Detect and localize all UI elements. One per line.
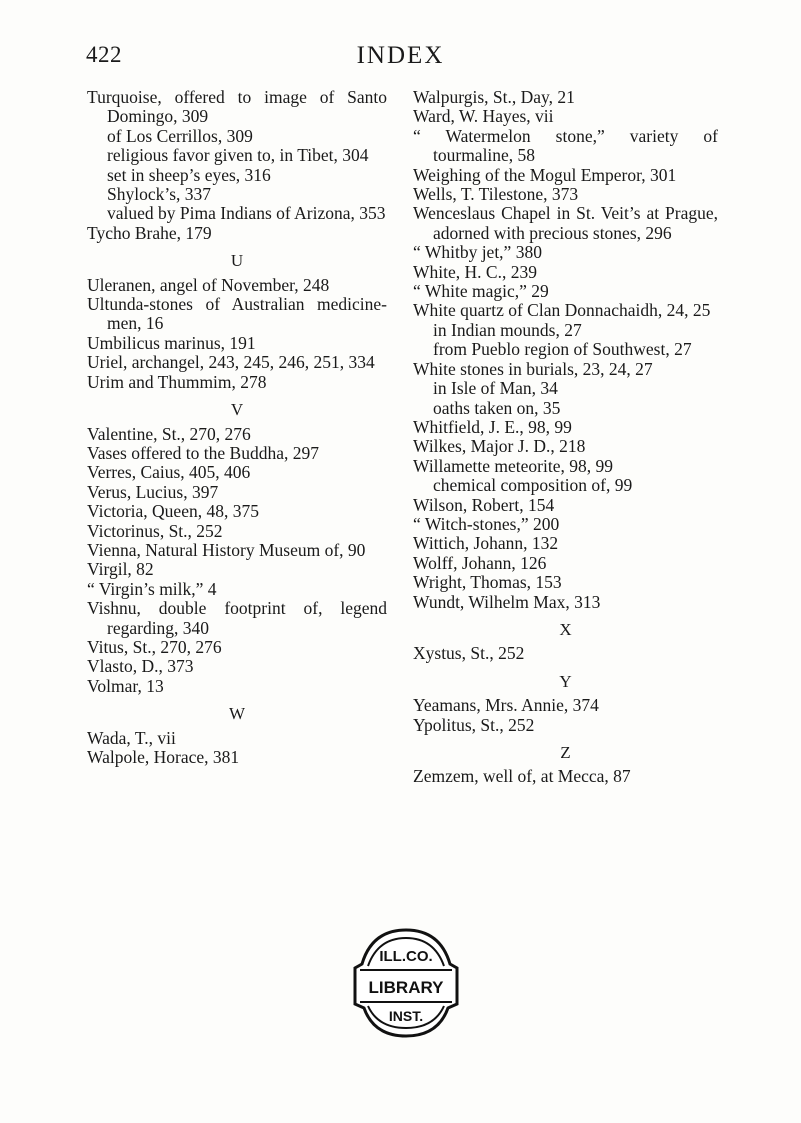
index-entry: Wilson, Robert, 154 [413, 494, 555, 515]
index-entry: White, H. C., 239 [413, 261, 537, 282]
index-subentry: from Pueblo region of Southwest, 27 [433, 339, 692, 360]
index-entry: Vlasto, D., 373 [87, 656, 194, 677]
section-letter: X [559, 619, 572, 639]
index-entry: White quartz of Clan Donnachaidh, 24, 25 [413, 300, 711, 321]
index-entry: Volmar, 13 [87, 675, 164, 696]
index-entry: White stones in burials, 23, 24, 27 [413, 358, 653, 379]
index-entry: Vitus, St., 270, 276 [87, 636, 222, 657]
index-entry: Verus, Lucius, 397 [87, 481, 219, 502]
index-entry: Walpole, Horace, 381 [87, 747, 240, 767]
index-subentry: religious favor given to, in Tibet, 304 [107, 145, 369, 166]
index-column-left [87, 88, 387, 767]
index-subentry: in Indian mounds, 27 [433, 319, 582, 340]
section-letter: V [230, 400, 244, 420]
index-entry: Uriel, archangel, 243, 245, 246, 251, 334 [87, 352, 375, 373]
index-entry: Weighing of the Mogul Emperor, 301 [413, 164, 677, 185]
stamp-middle-text: LIBRARY [368, 978, 444, 997]
index-entry: Vishnu, double footprint of, legend regarding, 340 [87, 598, 387, 638]
library-stamp [344, 924, 468, 1042]
index-entry: Virgil, 82 [87, 559, 154, 580]
index-entry: Ultunda-stones of Australian medicine-men, 16 [87, 294, 387, 334]
index-entry: Wilkes, Major J. D., 218 [413, 436, 586, 457]
index-entry: Wells, T. Tilestone, 373 [413, 184, 579, 205]
index-entry: “ Whitby jet,” 380 [413, 242, 542, 263]
index-entry: Wright, Thomas, 153 [413, 572, 562, 593]
index-column-right [413, 88, 718, 787]
index-subentry: Shylock’s, 337 [107, 184, 212, 205]
index-entry: “ Witch-stones,” 200 [413, 513, 560, 534]
index-entry: Zemzem, well of, at Mecca, 87 [413, 766, 631, 787]
index-entry: Umbilicus marinus, 191 [87, 332, 256, 353]
stamp-top-text: ILL.CO. [379, 948, 433, 965]
index-entry: Turquoise, offered to image of Santo Domingo, 309 [87, 87, 387, 127]
index-entry: Wenceslaus Chapel in St. Veit’s at Prague, adorned with precious stones, 296 [413, 203, 718, 243]
index-entry: Vienna, Natural History Museum of, 90 [87, 539, 366, 560]
section-letter: Z [560, 743, 571, 762]
index-entry: Wolff, Johann, 126 [413, 552, 547, 573]
section-letter: W [228, 704, 246, 724]
section-letter: U [230, 251, 244, 271]
index-entry: Wittich, Johann, 132 [413, 533, 559, 554]
section-letter: Y [559, 671, 572, 691]
index-entry: Wundt, Wilhelm Max, 313 [413, 591, 601, 612]
index-entry: Victorinus, St., 252 [87, 520, 223, 541]
index-entry: Urim and Thummim, 278 [87, 371, 267, 392]
index-entry: Valentine, St., 270, 276 [87, 423, 251, 444]
page-number: 422 [86, 42, 122, 67]
index-entry: Uleranen, angel of November, 248 [87, 274, 330, 295]
index-entry: “ White magic,” 29 [413, 281, 549, 302]
library-stamp-graphic [344, 924, 468, 1042]
stamp-bottom-text: INST. [388, 1008, 424, 1024]
index-entry: Verres, Caius, 405, 406 [87, 462, 251, 483]
index-entry: “ Watermelon stone,” variety of tourmaline, 58 [413, 125, 718, 166]
index-entry: Willamette meteorite, 98, 99 [413, 455, 613, 476]
index-subentry: chemical composition of, 99 [433, 475, 633, 496]
index-entry: Tycho Brahe, 179 [87, 222, 212, 243]
index-subentry: valued by Pima Indians of Arizona, 353 [107, 203, 386, 224]
index-entry: Victoria, Queen, 48, 375 [87, 501, 259, 522]
index-entry: Walpurgis, St., Day, 21 [413, 87, 575, 107]
index-entry: Whitfield, J. E., 98, 99 [413, 416, 572, 437]
index-subentry: in Isle of Man, 34 [433, 378, 558, 399]
index-subentry: set in sheep’s eyes, 316 [107, 164, 271, 185]
index-entry: Vases offered to the Buddha, 297 [87, 442, 319, 463]
index-entry: “ Virgin’s milk,” 4 [87, 578, 217, 599]
index-subentry: of Los Cerrillos, 309 [107, 125, 253, 146]
index-entry: Xystus, St., 252 [413, 643, 525, 664]
page-header [0, 42, 801, 78]
index-entry: Ward, W. Hayes, vii [413, 106, 554, 127]
index-entry: Wada, T., vii [87, 727, 176, 748]
index-subentry: oaths taken on, 35 [433, 397, 561, 418]
running-head: INDEX [356, 42, 445, 69]
index-entry: Yeamans, Mrs. Annie, 374 [413, 695, 599, 716]
index-entry: Ypolitus, St., 252 [413, 714, 535, 735]
